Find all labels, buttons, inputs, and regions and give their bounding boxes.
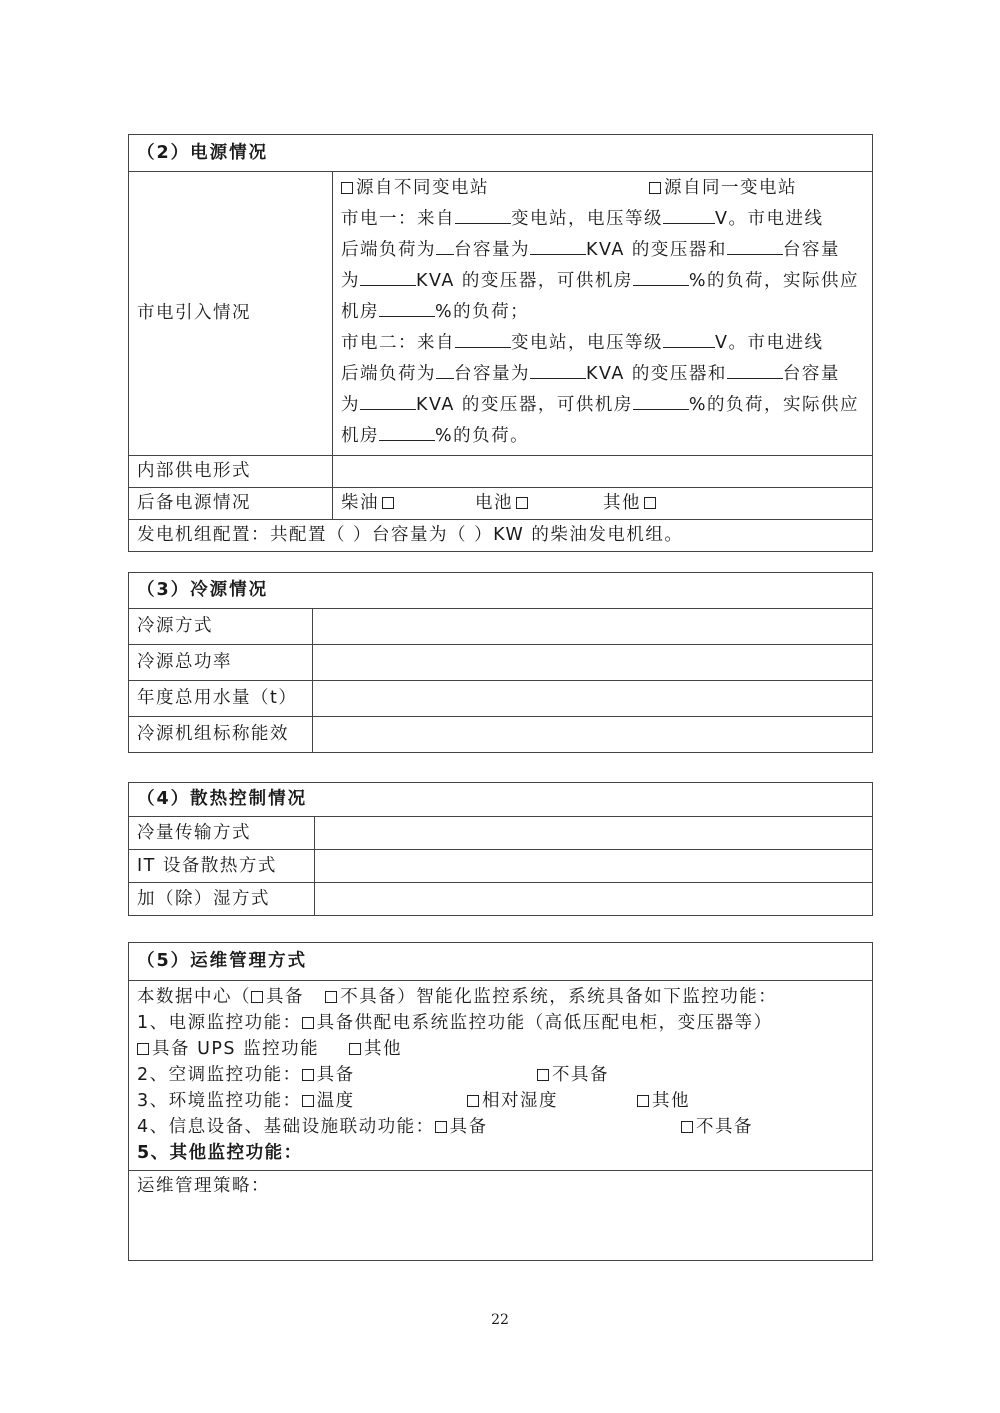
blank-field[interactable] xyxy=(436,236,454,255)
checkbox-humidity[interactable] xyxy=(467,1095,479,1107)
cooling-efficiency-value[interactable] xyxy=(313,717,873,753)
text: 温度 xyxy=(316,1091,355,1111)
blank-field[interactable] xyxy=(455,329,511,348)
strategy-cell[interactable] xyxy=(129,1171,873,1261)
water-usage-value[interactable] xyxy=(313,681,873,717)
checkbox-power-distribution[interactable] xyxy=(302,1017,314,1029)
blank-field[interactable] xyxy=(530,236,586,255)
text: 后端负荷为 xyxy=(341,364,436,384)
text: 其他 xyxy=(364,1039,402,1059)
text: KVA 的变压器，可供机房 xyxy=(416,395,633,415)
checkbox-linkage-no[interactable] xyxy=(681,1121,693,1133)
text: 2、空调监控功能： xyxy=(137,1065,302,1085)
strategy-value[interactable] xyxy=(137,1199,864,1225)
blank-field[interactable] xyxy=(633,267,689,286)
section-title: （3）冷源情况 xyxy=(129,573,873,609)
text: 台容量为 xyxy=(454,364,530,384)
backup-power-options xyxy=(333,488,873,520)
humidity-label: 加（除）湿方式 xyxy=(129,883,315,916)
text: 其他 xyxy=(652,1091,690,1111)
text: 具备 xyxy=(316,1065,355,1085)
text: 台容量 xyxy=(782,364,840,384)
cooling-power-value[interactable] xyxy=(313,645,873,681)
text: 3、环境监控功能： xyxy=(137,1091,302,1111)
blank-field[interactable] xyxy=(633,391,689,410)
cold-transfer-value[interactable] xyxy=(315,817,873,850)
text: 台容量 xyxy=(782,240,840,260)
checkbox-env-other[interactable] xyxy=(637,1095,649,1107)
power-table xyxy=(128,134,873,552)
text: 变电站，电压等级 xyxy=(511,333,663,353)
text: 具备供配电系统监控功能（高低压配电柜，变压器等） xyxy=(316,1013,773,1033)
it-heat-label: IT 设备散热方式 xyxy=(129,850,315,883)
text: 1、电源监控功能： xyxy=(137,1013,302,1033)
text: 不具备）智能化监控系统，系统具备如下监控功能： xyxy=(340,987,778,1007)
text: KVA 的变压器和 xyxy=(586,364,727,384)
option-label: 源自同一变电站 xyxy=(664,178,797,198)
checkbox-battery[interactable] xyxy=(516,497,528,509)
text: %的负荷，实际供应 xyxy=(688,395,860,415)
text: 本数据中心（ xyxy=(137,987,251,1007)
blank-field[interactable] xyxy=(379,422,435,441)
backup-power-label: 后备电源情况 xyxy=(129,488,333,520)
text: 市电二：来自 xyxy=(341,333,455,353)
internal-power-value[interactable] xyxy=(333,456,873,488)
text: 机房 xyxy=(341,426,379,446)
checkbox-ac-yes[interactable] xyxy=(302,1069,314,1081)
humidity-value[interactable] xyxy=(315,883,873,916)
text: KVA 的变压器和 xyxy=(586,240,727,260)
option-label: 源自不同变电站 xyxy=(356,178,489,198)
blank-field[interactable] xyxy=(663,205,715,224)
checkbox-temperature[interactable] xyxy=(302,1095,314,1107)
generator-config: 发电机组配置：共配置（ ）台容量为（ ）KW 的柴油发电机组。 xyxy=(129,520,873,552)
blank-field[interactable] xyxy=(436,360,454,379)
text: 具备 xyxy=(266,987,304,1007)
text: 后端负荷为 xyxy=(341,240,436,260)
mains-cell xyxy=(333,172,873,456)
option-label: 柴油 xyxy=(341,493,379,513)
section-title: （2）电源情况 xyxy=(129,135,873,172)
monitoring-cell xyxy=(129,981,873,1171)
other-monitoring: 5、其他监控功能： xyxy=(137,1143,303,1163)
it-heat-value[interactable] xyxy=(315,850,873,883)
checkbox-ac-no[interactable] xyxy=(537,1069,549,1081)
water-usage-label: 年度总用水量（t） xyxy=(129,681,313,717)
text: 为 xyxy=(341,271,360,291)
blank-field[interactable] xyxy=(455,205,511,224)
text: 具备 UPS 监控功能 xyxy=(152,1039,320,1059)
internal-power-label: 内部供电形式 xyxy=(129,456,333,488)
option-label: 其他 xyxy=(603,493,641,513)
blank-field[interactable] xyxy=(360,267,416,286)
checkbox-ups[interactable] xyxy=(137,1043,149,1055)
cooling-efficiency-label: 冷源机组标称能效 xyxy=(129,717,313,753)
checkbox-same-substation[interactable] xyxy=(649,182,661,194)
text: 机房 xyxy=(341,302,379,322)
blank-field[interactable] xyxy=(360,391,416,410)
text: 为 xyxy=(341,395,360,415)
checkbox-other[interactable] xyxy=(644,497,656,509)
checkbox-has-system[interactable] xyxy=(251,991,263,1003)
text: 变电站，电压等级 xyxy=(511,209,663,229)
cooling-mode-value[interactable] xyxy=(313,609,873,645)
text: 相对湿度 xyxy=(482,1091,558,1111)
strategy-label: 运维管理策略： xyxy=(137,1176,270,1196)
cooling-power-label: 冷源总功率 xyxy=(129,645,313,681)
checkbox-different-substation[interactable] xyxy=(341,182,353,194)
checkbox-power-other[interactable] xyxy=(349,1043,361,1055)
text: V。市电进线 xyxy=(715,209,824,229)
text: 具备 xyxy=(449,1117,488,1137)
cooling-table xyxy=(128,572,873,753)
option-label: 电池 xyxy=(475,493,513,513)
operations-table xyxy=(128,942,873,1261)
text: %的负荷，实际供应 xyxy=(688,271,860,291)
checkbox-no-system[interactable] xyxy=(325,991,337,1003)
text: KVA 的变压器，可供机房 xyxy=(416,271,633,291)
blank-field[interactable] xyxy=(727,360,783,379)
blank-field[interactable] xyxy=(663,329,715,348)
section-title: （4）散热控制情况 xyxy=(129,783,873,817)
cold-transfer-label: 冷量传输方式 xyxy=(129,817,315,850)
blank-field[interactable] xyxy=(379,298,435,317)
text: 不具备 xyxy=(552,1065,609,1085)
text: 不具备 xyxy=(696,1117,753,1137)
text: 台容量为 xyxy=(454,240,530,260)
text: 市电一：来自 xyxy=(341,209,455,229)
section-title: （5）运维管理方式 xyxy=(129,943,873,981)
cooling-mode-label: 冷源方式 xyxy=(129,609,313,645)
mains-label: 市电引入情况 xyxy=(129,172,333,456)
checkbox-linkage-yes[interactable] xyxy=(435,1121,447,1133)
text: 4、信息设备、基础设施联动功能： xyxy=(137,1117,435,1137)
text: %的负荷。 xyxy=(435,426,530,446)
text: %的负荷； xyxy=(435,302,530,322)
page-number: 22 xyxy=(491,1312,509,1328)
checkbox-diesel[interactable] xyxy=(382,497,394,509)
blank-field[interactable] xyxy=(727,236,783,255)
blank-field[interactable] xyxy=(530,360,586,379)
text: V。市电进线 xyxy=(715,333,824,353)
heat-control-table xyxy=(128,782,873,916)
